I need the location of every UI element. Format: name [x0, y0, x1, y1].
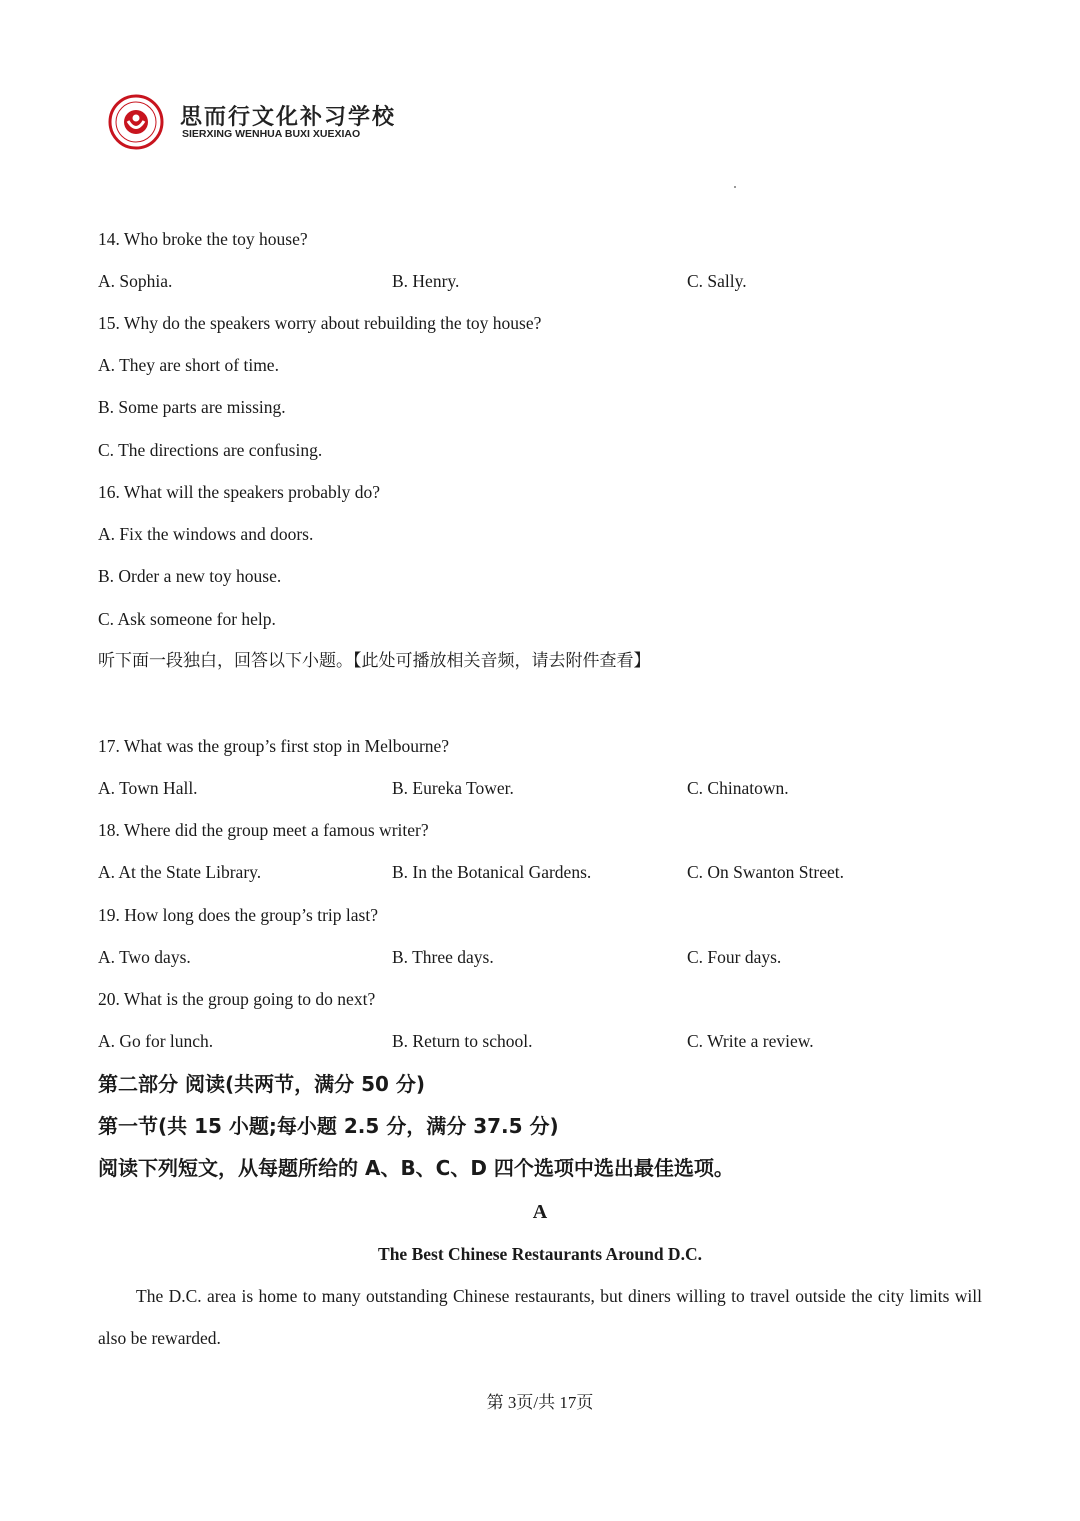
question-19-stem: 19. How long does the group’s trip last?	[98, 905, 378, 925]
question-20-option-a: A. Go for lunch.	[98, 1031, 214, 1051]
question-19-option-c: C. Four days.	[687, 947, 782, 967]
question-17-option-c: C. Chinatown.	[687, 778, 789, 798]
question-15-option-b: B. Some parts are missing.	[98, 397, 286, 417]
question-19-option-a: A. Two days.	[98, 947, 191, 967]
question-15-stem: 15. Why do the speakers worry about rebuilding the toy house?	[98, 313, 542, 333]
part-two-heading: 第二部分 阅读(共两节，满分 50 分)	[98, 1072, 426, 1096]
question-14-option-a: A. Sophia.	[98, 271, 173, 291]
school-header	[108, 90, 408, 150]
passage-label: A	[532, 1201, 548, 1223]
passage-title: The Best Chinese Restaurants Around D.C.	[378, 1244, 702, 1264]
question-14-option-b: B. Henry.	[392, 271, 460, 291]
question-18-option-a: A. At the State Library.	[98, 862, 262, 882]
question-14-stem: 14. Who broke the toy house?	[98, 229, 308, 249]
question-15-option-c: C. The directions are confusing.	[98, 440, 323, 460]
question-20-option-c: C. Write a review.	[687, 1031, 814, 1051]
question-18-option-b: B. In the Botanical Gardens.	[392, 862, 592, 882]
question-16-option-a: A. Fix the windows and doors.	[98, 524, 314, 544]
school-name-cn: 思而行文化补习学校	[180, 105, 397, 130]
section-one-heading: 第一节(共 15 小题;每小题 2.5 分，满分 37.5 分)	[98, 1114, 559, 1138]
question-19-option-b: B. Three days.	[392, 947, 494, 967]
stray-dot	[734, 186, 736, 188]
question-16-stem: 16. What will the speakers probably do?	[98, 482, 381, 502]
page-number: 第 3页/共 17页	[486, 1393, 594, 1412]
question-18-stem: 18. Where did the group meet a famous writer?	[98, 820, 429, 840]
question-17-option-a: A. Town Hall.	[98, 778, 198, 798]
passage-paragraph: The D.C. area is home to many outstanding Chinese restaurants, but diners willing to travel outside the city limits will also be rewarded.	[98, 1286, 982, 1348]
school-name-en: SIERXING WENHUA BUXI XUEXIAO	[182, 128, 361, 140]
question-14-option-c: C. Sally.	[687, 271, 747, 291]
reading-directions: 阅读下列短文，从每题所给的 A、B、C、D 四个选项中选出最佳选项。	[98, 1156, 734, 1180]
question-20-stem: 20. What is the group going to do next?	[98, 989, 376, 1009]
question-17-stem: 17. What was the group’s first stop in Melbourne?	[98, 736, 450, 756]
listening-instruction: 听下面一段独白，回答以下小题。【此处可播放相关音频，请去附件查看】	[98, 651, 651, 671]
question-15-option-a: A. They are short of time.	[98, 355, 279, 375]
question-18-option-c: C. On Swanton Street.	[687, 862, 845, 882]
school-logo-icon	[108, 94, 164, 150]
question-16-option-b: B. Order a new toy house.	[98, 566, 282, 586]
question-16-option-c: C. Ask someone for help.	[98, 609, 276, 629]
question-20-option-b: B. Return to school.	[392, 1031, 533, 1051]
question-17-option-b: B. Eureka Tower.	[392, 778, 514, 798]
